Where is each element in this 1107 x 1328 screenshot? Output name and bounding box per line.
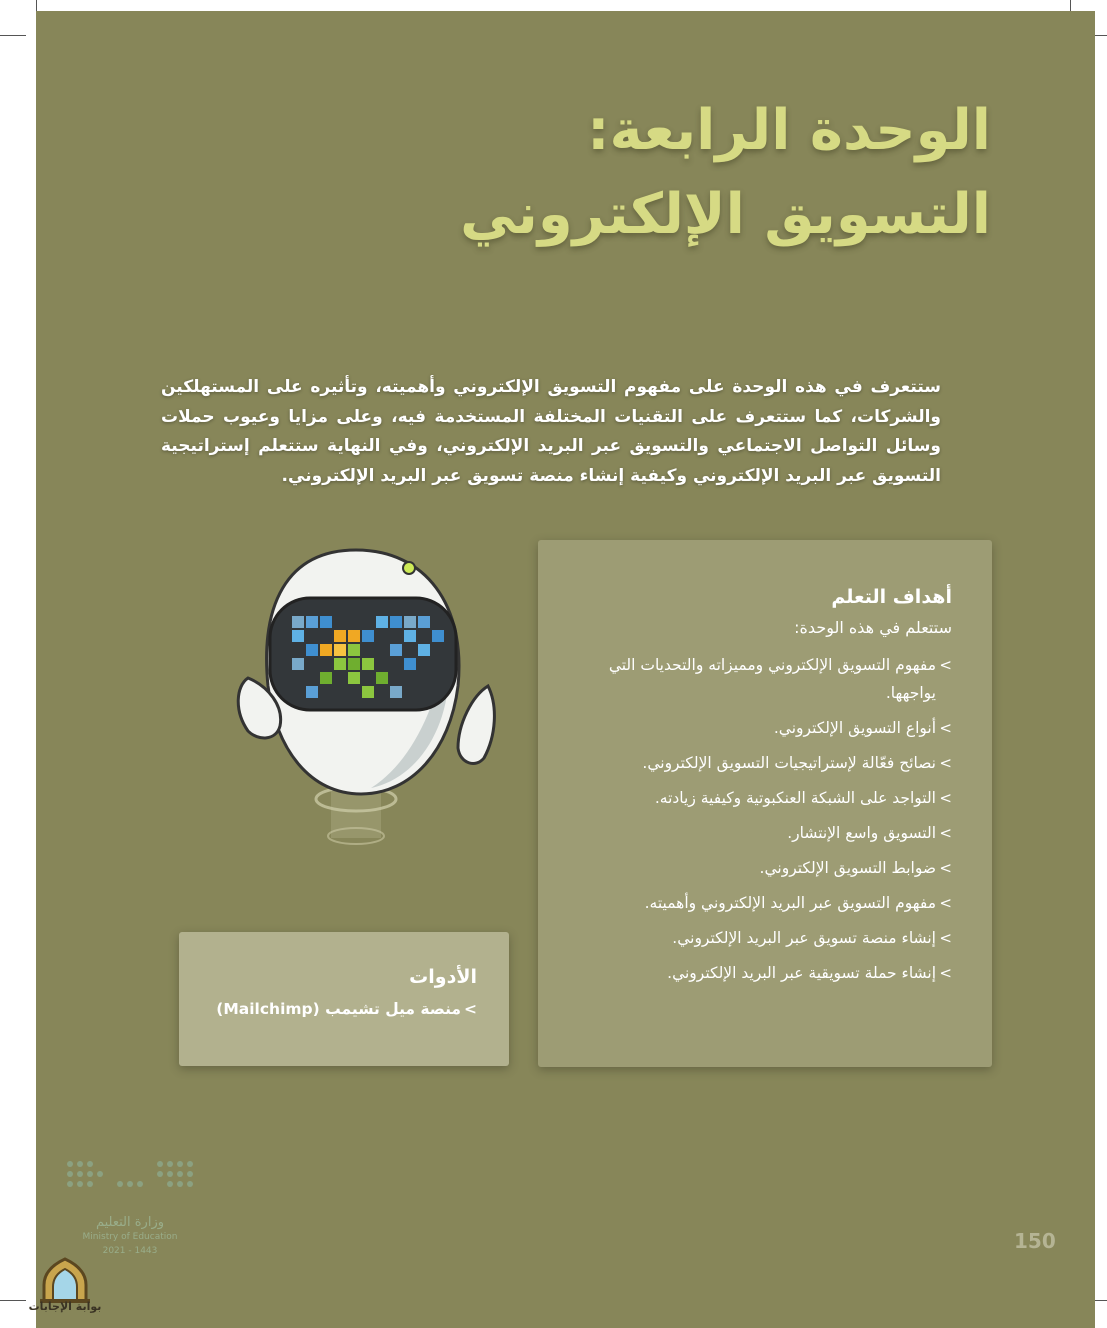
unit-title-line1: الوحدة الرابعة: — [587, 98, 991, 163]
learning-goals-subheading: ستتعلم في هذه الوحدة: — [794, 618, 952, 637]
page-number: 150 — [1014, 1229, 1056, 1253]
tools-box — [179, 932, 509, 1066]
list-item: > ضوابط التسويق الإلكتروني. — [572, 854, 952, 882]
list-item: > أنواع التسويق الإلكتروني. — [572, 714, 952, 742]
list-item: > التواجد على الشبكة العنكبوتية وكيفية زيادته. — [572, 784, 952, 812]
unit-title-line2: التسويق الإلكتروني — [460, 182, 991, 247]
textbook-page — [36, 11, 1095, 1328]
list-item: > إنشاء حملة تسويقية عبر البريد الإلكتروني. — [572, 959, 952, 987]
robot-hover-beam — [331, 788, 381, 838]
learning-goals-heading: أهداف التعلم — [831, 586, 952, 608]
list-item: > إنشاء منصة تسويق عبر البريد الإلكتروني. — [572, 924, 952, 952]
ministry-logo-icon — [60, 1154, 200, 1214]
stamp-logo-icon — [30, 1255, 100, 1325]
robot-illustration — [196, 536, 496, 866]
robot-right-hand — [458, 686, 494, 763]
stamp-label: بوابة الإجابات — [28, 1300, 102, 1313]
crop-mark — [0, 1300, 26, 1301]
list-item: > التسويق واسع الإنتشار. — [572, 819, 952, 847]
unit-title — [291, 89, 991, 257]
unit-intro-paragraph: ستتعرف في هذه الوحدة على مفهوم التسويق الإلكتروني وأهميته، وتأثيره على المستهلكين والشركات، كما ستتعرف على التقنيات المختلفة المستخدمة فيه، وعلى مزايا وعيوب حملات وسائل التواصل الاجتماعي والتسويق عبر البريد الإلكتروني، وفي النهاية ستتعلم إستراتيجية التسويق عبر البريد الإلكتروني وكيفية إنشاء منصة تسويق عبر البريد الإلكتروني. — [161, 377, 941, 486]
learning-goals-list — [572, 651, 952, 987]
crop-mark — [0, 35, 26, 36]
ministry-text — [60, 1216, 200, 1258]
list-item: > نصائح فعّالة لإستراتيجيات التسويق الإلكتروني. — [572, 749, 952, 777]
tools-heading: الأدوات — [409, 966, 477, 988]
robot-antenna-light — [403, 562, 415, 574]
ministry-name-english: Ministry of Education — [82, 1232, 178, 1242]
ministry-name-arabic: وزارة التعليم — [95, 1215, 165, 1230]
ministry-year: 2021 - 1443 — [102, 1246, 158, 1256]
learning-goals-box — [538, 540, 992, 1067]
tools-item: > منصة ميل تشيمب (Mailchimp) — [197, 1000, 477, 1018]
list-item: > مفهوم التسويق الإلكتروني ومميزاته والتحديات التي يواجهها. — [572, 651, 952, 707]
list-item: > مفهوم التسويق عبر البريد الإلكتروني وأهميته. — [572, 889, 952, 917]
